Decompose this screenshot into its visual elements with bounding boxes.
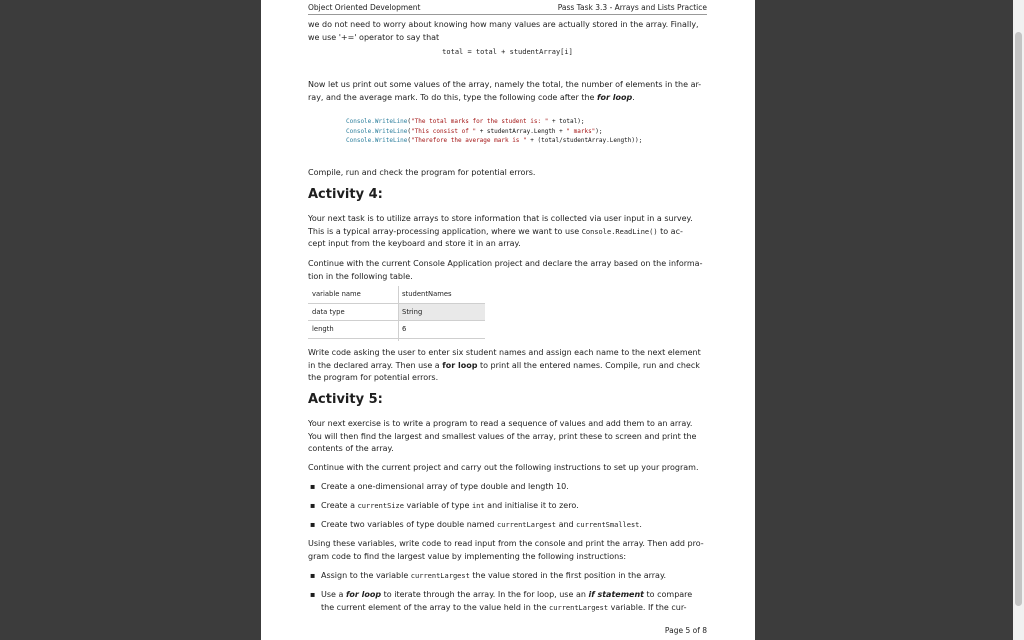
total-code-line: total = total + studentArray[i]: [442, 48, 573, 56]
vertical-scrollbar[interactable]: [1013, 0, 1024, 640]
bullet-icon: ▪: [310, 571, 316, 580]
text-line: Continue with the current Console Application project and declare the array based on the informa-: [308, 259, 703, 268]
table-cell-value: [399, 321, 485, 337]
inline-code: currentSmallest: [576, 521, 640, 529]
text-line: You will then find the largest and smallest values of the array, print these to screen and print the: [308, 431, 697, 441]
document-page: [261, 0, 755, 640]
text-fragment: to ac-: [657, 226, 683, 236]
bold-fragment: for loop: [442, 360, 478, 370]
print-intro-line-2: ray, and the average mark. To do this, type the following code after the: [308, 92, 598, 102]
activity-5-heading: Activity 5:: [308, 392, 383, 407]
table-row: [308, 321, 485, 339]
list-item: [310, 500, 707, 513]
list-item: [310, 570, 707, 583]
text-line: Using these variables, write code to read input from the console and print the array. Then add pro-: [308, 539, 704, 548]
table-value-text: 6: [402, 325, 407, 333]
text-line: the program for potential errors.: [308, 373, 439, 382]
text-fragment: in the declared array. Then use a: [308, 360, 443, 370]
intro-paragraph: [308, 19, 707, 44]
activity-5-paragraph-2: Continue with the current project and carry out the following instructions to set up your program.: [308, 463, 699, 472]
code-line-2: Console.WriteLine("This consist of " + studentArray.Length + " marks");: [346, 127, 603, 135]
text-fragment: the value stored in the first position in the array.: [469, 571, 667, 580]
text-fragment: to print all the entered names. Compile, run and check: [477, 360, 700, 370]
table-cell-key: data type: [312, 307, 345, 316]
code-mid: + studentArray.Length +: [476, 127, 567, 135]
code-block: [346, 117, 642, 146]
text-line: Your next exercise is to write a program to read a sequence of values and add them to an array.: [308, 419, 693, 428]
inline-code: currentLargest: [497, 521, 557, 529]
code-line-3: Console.WriteLine("Therefore the average mark is " + (total/studentArray.Length));: [346, 137, 643, 144]
table-cell-value: [399, 304, 485, 320]
bullet-icon: ▪: [310, 520, 316, 529]
compile-instruction: Compile, run and check the program for potential errors.: [308, 168, 536, 177]
table-row: [308, 286, 485, 304]
text-line: cept input from the keyboard and store it in an array.: [308, 239, 521, 248]
code-line-1: Console.WriteLine("The total marks for the student is: " + total);: [346, 118, 585, 125]
table-value-text: String: [402, 307, 423, 316]
activity-5-paragraph-3: [308, 538, 707, 563]
text-fragment: and initialise it to zero.: [484, 501, 579, 510]
text-fragment: variable of type: [403, 501, 472, 510]
intro-line-2: we use '+=' operator to say that: [308, 32, 440, 42]
period: .: [632, 92, 635, 102]
emphasis: for loop: [345, 590, 382, 599]
inline-code: currentLargest: [549, 603, 609, 612]
bullet-icon: ▪: [310, 590, 316, 599]
code-string: "This consist of ": [411, 127, 477, 135]
text-fragment: Create a: [321, 501, 358, 510]
code-rest: );: [595, 127, 603, 135]
variable-table: [308, 286, 485, 339]
table-row: [308, 304, 485, 322]
list-item: [310, 481, 707, 494]
text-line: This is a typical array-processing application, where we want to use: [308, 226, 582, 236]
list-item: [310, 589, 707, 614]
bullet-icon: ▪: [310, 501, 316, 510]
text-fragment: to iterate through the array. In the for loop, use an: [381, 590, 589, 599]
text-line: Write code asking the user to enter six student names and assign each name to the next element: [308, 348, 701, 357]
code-string: "The total marks for the student is: ": [411, 118, 549, 125]
scrollbar-thumb[interactable]: [1015, 32, 1022, 606]
code-rest: + (total/studentArray.Length));: [526, 137, 643, 144]
text-fragment: the current element of the array to the value held in the: [321, 602, 550, 612]
table-cell-key: length: [312, 325, 334, 333]
text-fragment: .: [639, 520, 642, 529]
code-string: "Therefore the average mark is ": [411, 137, 527, 144]
text-line: gram code to find the largest value by implementing the following instructions:: [308, 551, 627, 561]
text-line: contents of the array.: [308, 444, 394, 453]
inline-code: int: [471, 502, 485, 510]
list-item-text: Create a one-dimensional array of type double and length 10.: [321, 482, 569, 491]
header-course-title: Object Oriented Development: [308, 3, 421, 12]
inline-code: currentSize: [357, 502, 404, 510]
text-fragment: and: [556, 520, 577, 529]
inline-code: Console.ReadLine(): [581, 227, 658, 236]
text-fragment: Use a: [321, 590, 346, 599]
text-fragment: to compare: [643, 590, 693, 599]
header-divider: [308, 14, 707, 15]
code-class-name: Console.WriteLine: [346, 127, 408, 135]
header-task-title: Pass Task 3.3 - Arrays and Lists Practice: [557, 3, 707, 12]
intro-line-1: we do not need to worry about knowing how many values are actually stored in the array. Finally,: [308, 20, 699, 29]
print-intro-line-1: Now let us print out some values of the array, namely the total, the number of elements in the ar-: [308, 80, 702, 89]
text-fragment: variable. If the cur-: [608, 602, 687, 612]
code-string: " marks": [566, 127, 596, 135]
activity-4-paragraph-1: [308, 213, 707, 251]
code-class-name: Console.WriteLine: [346, 137, 408, 144]
page-number: Page 5 of 8: [664, 626, 707, 635]
activity-5-paragraph-1: [308, 418, 707, 456]
list-item: [310, 519, 707, 532]
inline-code: currentLargest: [410, 572, 470, 580]
table-cell-key: variable name: [312, 290, 361, 298]
text-line: tion in the following table.: [308, 271, 413, 281]
text-line: Your next task is to utilize arrays to store information that is collected via user input in a survey.: [308, 214, 693, 223]
text-fragment: Create two variables of type double named: [321, 520, 498, 529]
activity-4-heading: Activity 4:: [308, 187, 383, 202]
for-loop-emphasis: for loop: [597, 92, 633, 102]
print-intro-paragraph: [308, 79, 707, 104]
bullet-icon: ▪: [310, 482, 316, 491]
code-class-name: Console.WriteLine: [346, 118, 408, 125]
activity-4-paragraph-2: [308, 258, 707, 283]
emphasis: if statement: [588, 590, 644, 599]
code-rest: + total);: [548, 118, 585, 125]
activity-4-paragraph-3: [308, 347, 707, 385]
table-cell-value: [399, 286, 485, 302]
table-value-text: studentNames: [402, 290, 452, 298]
text-fragment: Assign to the variable: [321, 571, 411, 580]
